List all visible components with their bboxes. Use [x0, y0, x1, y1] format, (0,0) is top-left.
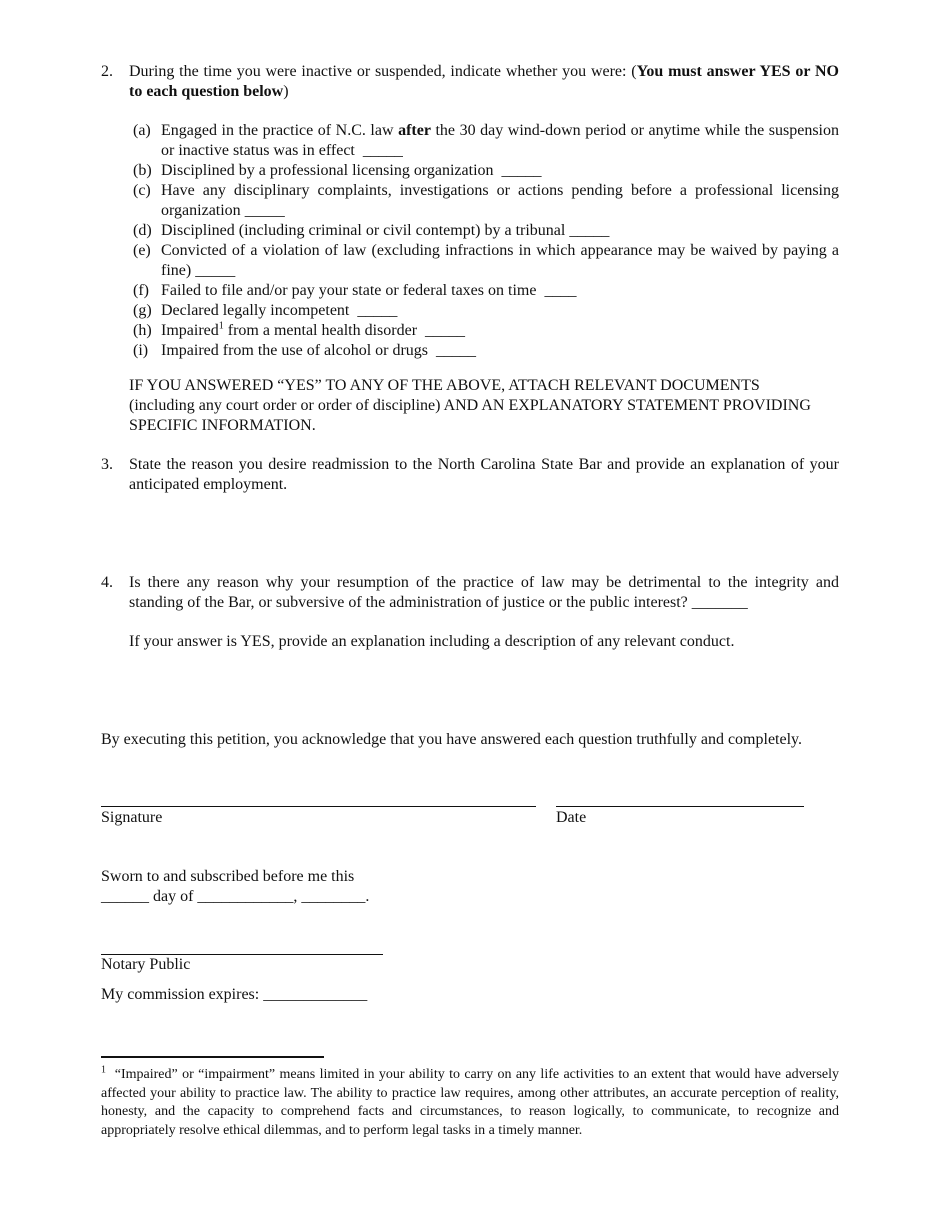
question-4-text: Is there any reason why your resumption of the practice of law may be detrimental to the integrity and standing of the Bar, or subversive of the administration of justice or the public interest? _______: [129, 574, 839, 611]
list-item: (h) Impaired$^1$ from a mental health disorder _____: [133, 320, 466, 339]
question-2-text: During the time you were inactive or suspended, indicate whether you were: (You must answer YES or NO to each question below): [129, 63, 839, 100]
date-label: Date: [556, 809, 587, 826]
footnote-reference[interactable]: 1: [218, 320, 224, 332]
answer-blank[interactable]: _____: [244, 202, 285, 219]
answer-blank[interactable]: _____: [362, 142, 403, 159]
question-4-followup: If your answer is YES, provide an explanation including a description of any relevant conduct.: [129, 633, 735, 650]
sworn-date-line[interactable]: ______ day of ____________, ________.: [101, 888, 370, 905]
date-line[interactable]: [556, 806, 804, 807]
question-3-number: 3.: [101, 456, 113, 473]
list-item: (f) Failed to file and/or pay your state or federal taxes on time ____: [133, 282, 577, 299]
question-2-notice: IF YOU ANSWERED “YES” TO ANY OF THE ABOVE, ATTACH RELEVANT DOCUMENTS (including any court order or order of discipline) AND AN EXPLANATORY STATEMENT PROVIDING SPECIFIC INFORMATION.: [129, 377, 811, 434]
list-item: (b) Disciplined by a professional licensing organization _____: [133, 162, 542, 179]
list-item: (g) Declared legally incompetent _____: [133, 302, 398, 319]
list-item: (i) Impaired from the use of alcohol or drugs _____: [133, 342, 477, 359]
commission-blank[interactable]: _____________: [263, 986, 368, 1003]
question-2-number: 2.: [101, 63, 113, 80]
question-3-text: State the reason you desire readmission to the North Carolina State Bar and provide an explanation of your anticipated employment.: [129, 456, 839, 493]
footnote: [101, 1066, 839, 1140]
answer-blank[interactable]: _____: [425, 322, 466, 339]
notary-label: Notary Public: [101, 956, 191, 973]
commission-expires: My commission expires: _____________: [101, 986, 368, 1003]
question-2: [101, 62, 839, 102]
footnote-text: “Impaired” or “impairment” means limited in your ability to carry on any life activities to an extent that would have adversely affected your ability to practice law. The ability to practice law requires, among other attributes, an accurate perception of reality, honesty, and the capacity to comprehend facts and circumstances, to reason logically, to communicate, to recognize and appropriately resolve ethical dilemmas, and to perform legal tasks in a timely manner.: [101, 1067, 839, 1138]
answer-blank[interactable]: _____: [195, 262, 236, 279]
answer-blank[interactable]: ____: [544, 282, 577, 299]
footnote-mark: 1: [101, 1064, 106, 1076]
answer-blank[interactable]: _______: [691, 594, 748, 611]
signature-label: Signature: [101, 809, 163, 826]
signature-line[interactable]: [101, 806, 536, 807]
answer-blank[interactable]: _____: [436, 342, 477, 359]
question-4-number: 4.: [101, 574, 113, 591]
list-item: (a) Engaged in the practice of N.C. law after the 30 day wind-down period or anytime while the suspension or inactive status was in effect _____: [133, 122, 839, 159]
question-2-instruction: You must answer YES or NO to each question below: [129, 63, 839, 100]
question-4: [101, 573, 839, 613]
question-3: [101, 455, 839, 495]
answer-blank[interactable]: _____: [357, 302, 398, 319]
list-item: (e) Convicted of a violation of law (excluding infractions in which appearance may be waived by paying a fine) _____: [133, 242, 839, 279]
list-item: (c) Have any disciplinary complaints, investigations or actions pending before a professional licensing organization _____: [133, 182, 839, 219]
list-item: (d) Disciplined (including criminal or civil contempt) by a tribunal _____: [133, 222, 610, 239]
acknowledgement-text: By executing this petition, you acknowledge that you have answered each question truthfully and completely.: [101, 731, 802, 748]
answer-blank[interactable]: _____: [569, 222, 610, 239]
footnote-divider: [101, 1056, 324, 1058]
answer-blank[interactable]: _____: [501, 162, 542, 179]
question-2-items: [133, 121, 839, 361]
sworn-statement-line-1: Sworn to and subscribed before me this: [101, 868, 355, 885]
